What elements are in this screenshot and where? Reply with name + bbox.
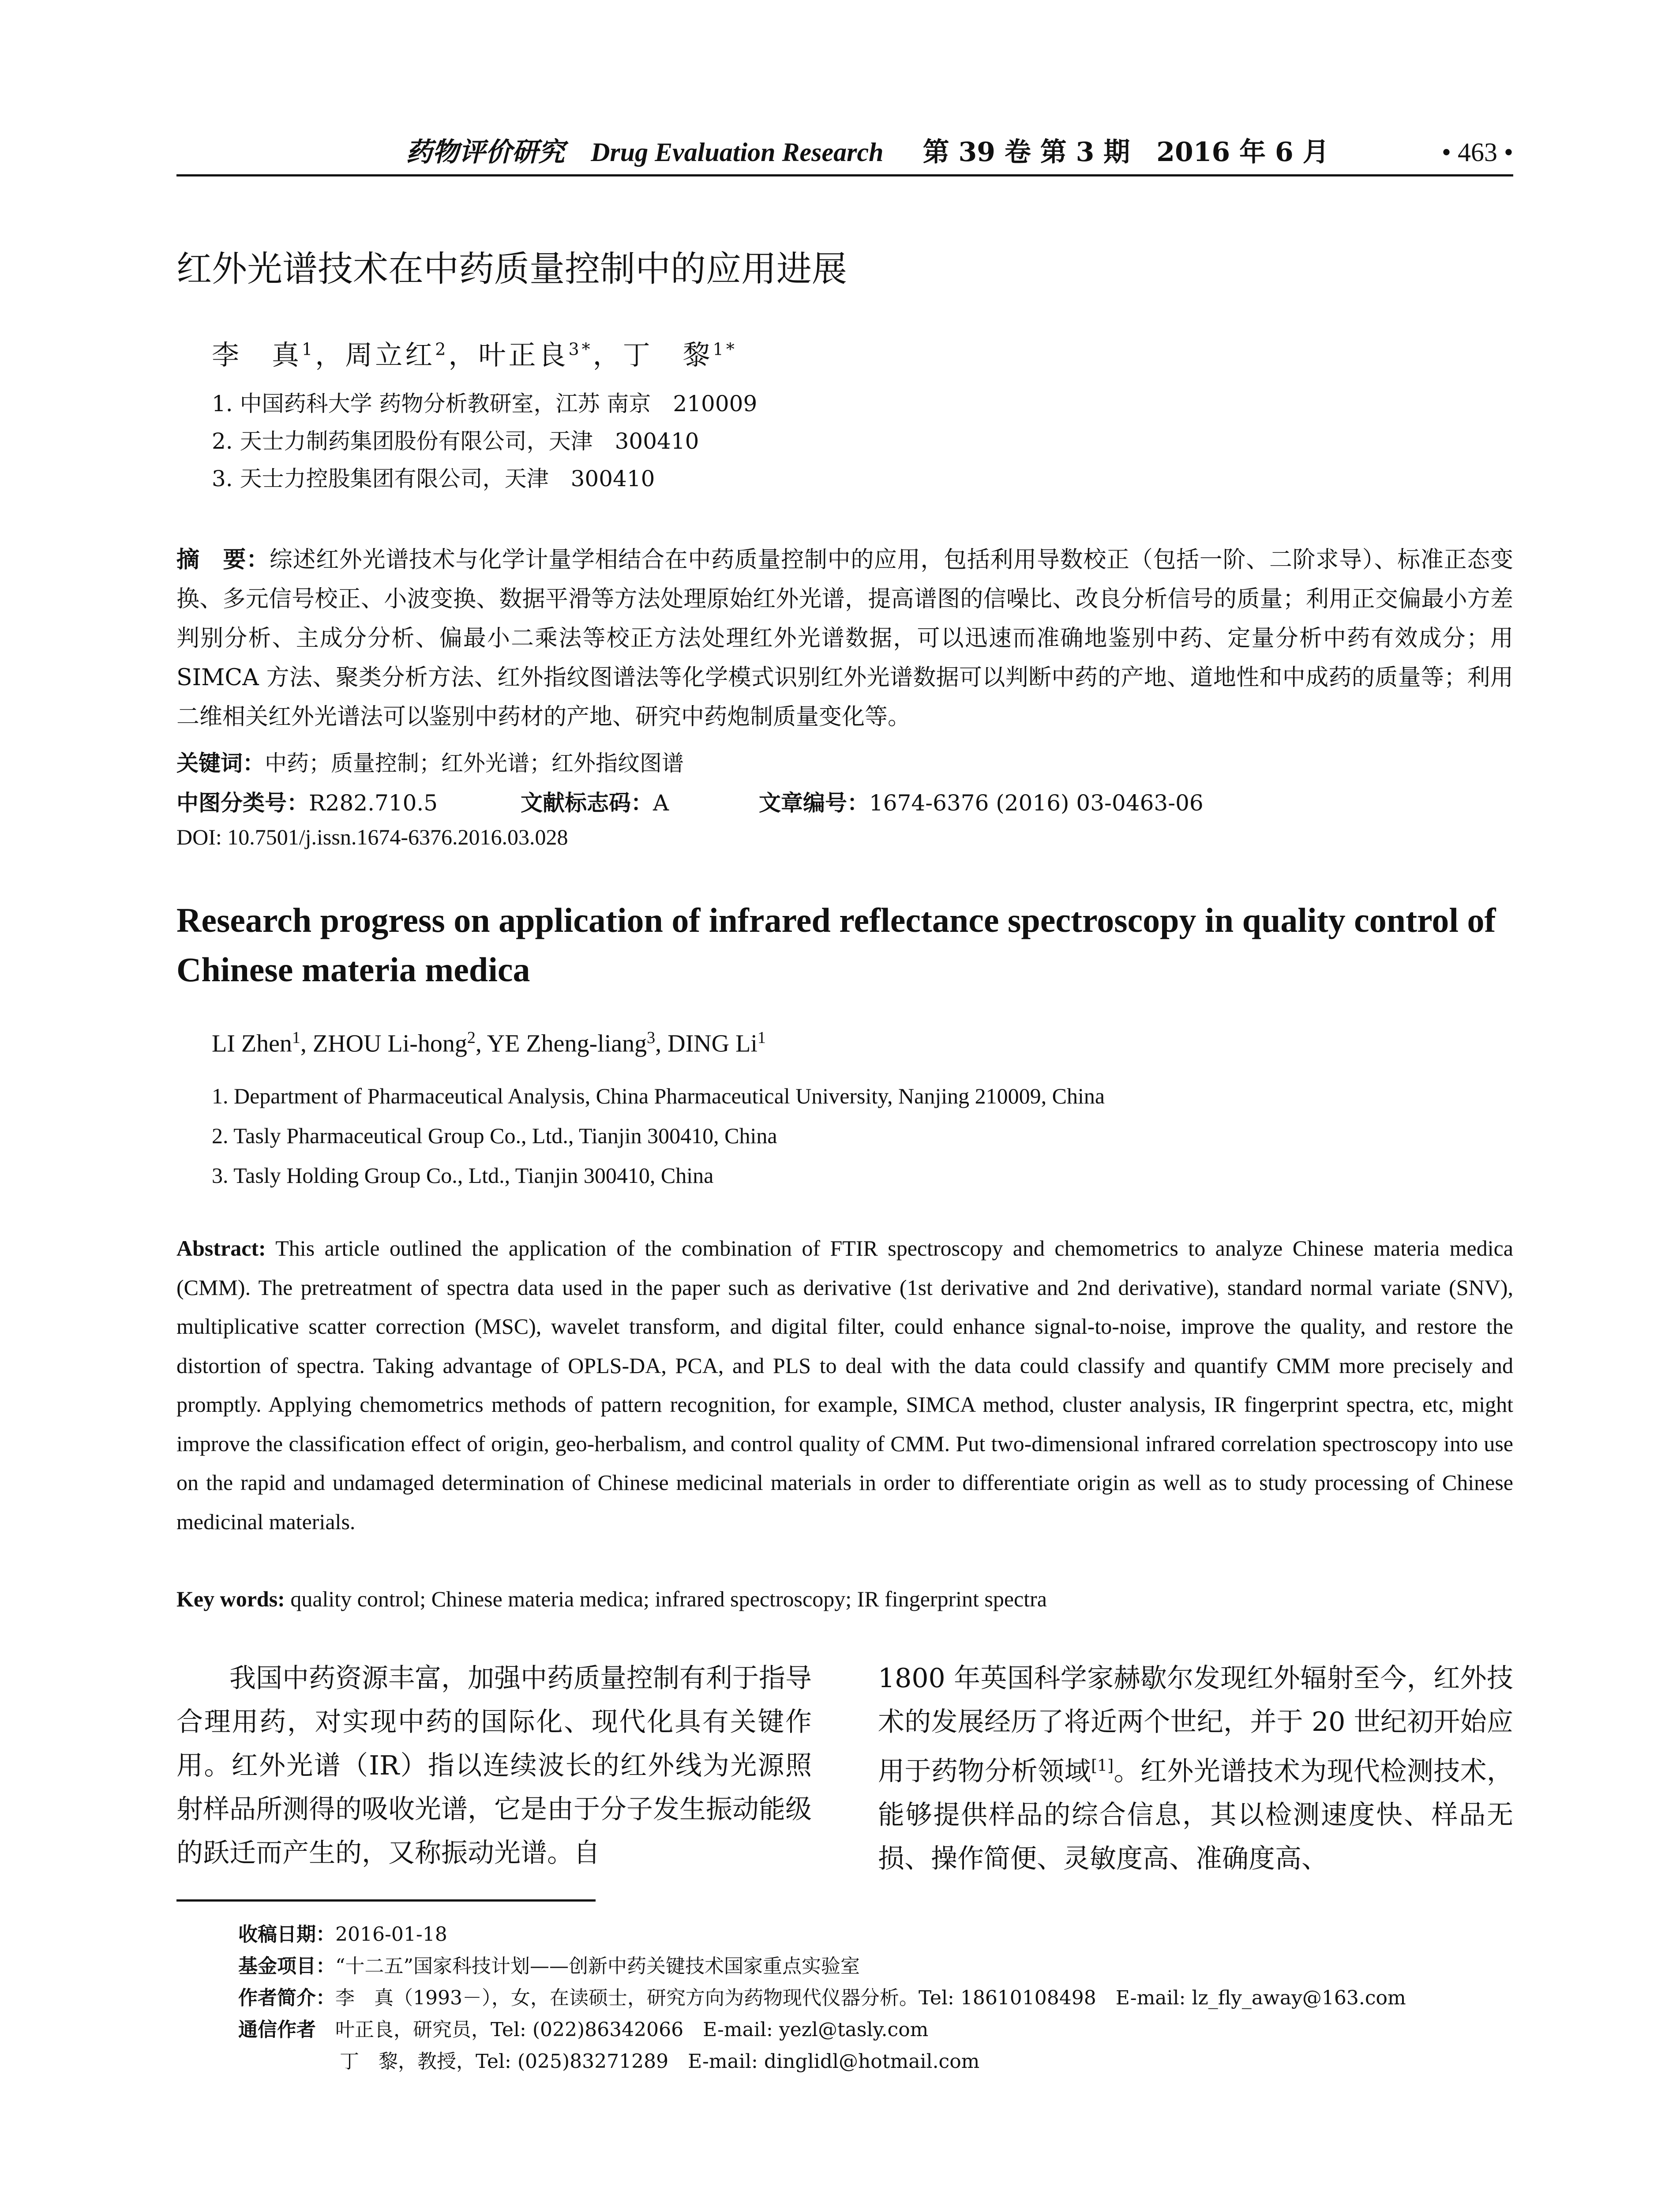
author-en: YE Zheng-liang [487,1030,647,1058]
journal-info [406,135,1329,170]
issue-info: 第 39 卷 第 3 期 2016 年 6 月 [922,137,1329,168]
author-en: LI Zhen [212,1030,292,1058]
page-number: • 463 • [1441,138,1513,167]
affiliation-cn-1: 1. 中国药科大学 药物分析教研室，江苏 南京 210009 [212,391,758,416]
abstract-cn-label: 摘 要： [176,547,270,573]
author-cn: 周立红 [345,339,435,371]
keywords-en-text: quality control; Chinese materia medica; infrared spectroscopy; IR fingerprint spectra [290,1587,1047,1611]
article-number [759,785,1204,817]
author-sup: 2 [435,339,449,359]
author-cn: 李 真 [212,339,302,371]
author-sup: 1* [712,339,737,359]
author-en: ZHOU Li-hong [312,1030,467,1058]
title-cn: 红外光谱技术在中药质量控制中的应用进展 [176,248,847,289]
abstract-cn-text: 综述红外光谱技术与化学计量学相结合在中药质量控制中的应用，包括利用导数校正（包括一阶、二阶求导）、标准正态变换、多元信号校正、小波变换、数据平滑等方法处理原始红外光谱，提高谱图的信噪比、改良分析信号的质量；利用正交偏最小方差判别分析、主成分分析、偏最小二乘法等校正方法处理红外光谱数据，可以迅速而准确地鉴别中药、定量分析中药有效成分；用 SIMCA 方法、聚类分析方法、红外指纹图谱法等化学模式识别红外光谱数据可以判断中药的产地、道地性和中成药的质量等；利用二维相关红外光谱法可以鉴别中药材的产地、研究中药炮制质量变化等。 [176,547,1513,730]
article-number-label: 文章编号： [759,790,869,816]
author-cn: 叶正良 [478,339,569,371]
body-right-text-2: 。红外光谱技术为现代检测技术，能够提供样品的综合信息，其以检测速度快、样品无损、操作简便、灵敏度高、准确度高、 [878,1756,1514,1874]
corresponding-1: 叶正良，研究员，Tel: (022)86342066 E-mail: yezl@tasly.com [335,2018,929,2041]
footnote-corresponding-2: 丁 黎，教授，Tel: (025)83271289 E-mail: dinglidl@hotmail.com [340,2050,980,2073]
keywords-en-label: Key words: [176,1587,285,1611]
author-sup: 1 [302,339,315,359]
body-right-text-1: 1800 年英国科学家赫歇尔发现红外辐射至今，红外技术的发展经历了将近两个世纪，并于 20 世纪初开始应用于药物分析领域 [878,1663,1513,1787]
keywords-cn [176,746,684,777]
journal-name-en: Drug Evaluation Research [591,138,884,167]
affiliation-en-2: 2. Tasly Pharmaceutical Group Co., Ltd., Tianjin 300410, China [212,1123,777,1148]
affiliation-en-3: 3. Tasly Holding Group Co., Ltd., Tianjin 300410, China [212,1163,714,1188]
abstract-en [176,1229,1513,1541]
affiliation-cn-2: 2. 天士力制药集团股份有限公司，天津 300410 [212,428,699,454]
abstract-en-text: This article outlined the application of the combination of FTIR spectroscopy and chemometrics to analyze Chinese materia medica (CMM). The pretreatment of spectra data used in the paper such as derivative (1st derivative and 2nd derivative), standard normal variate (SNV), multiplicative scatter correction (MSC), wavelet transform, and digital filter, could enhance signal-to-noise, improve the quality, and restore the distortion of spectra. Taking advantage of OPLS-DA, PCA, and PLS to deal with the data could classify and quantify CMM more precisely and promptly. Applying chemometrics methods of pattern recognition, for example, SIMCA method, cluster analysis, IR fingerprint spectra, etc, might improve the classification effect of origin, geo-herbalism, and control quality of CMM. Put two-dimensional infrared correlation spectroscopy into use on the rapid and undamaged determination of Chinese medicinal materials in order to differentiate origin as well as to study processing of Chinese medicinal materials. [176,1236,1513,1534]
abstract-cn [176,540,1513,737]
body-column-right [878,1657,1513,1881]
journal-logo-cn: 药物评价研究 [406,137,565,168]
header-rule [176,174,1513,176]
affiliation-cn-3: 3. 天士力控股集团有限公司，天津 300410 [212,466,655,491]
author-bio-label: 作者简介： [238,1987,335,2009]
doc-code-value: A [653,790,669,816]
footnote-fund [238,1950,860,1978]
fund-text: “十二五”国家科技计划——创新中药关键技术国家重点实验室 [335,1955,860,1977]
clc-value: R282.710.5 [309,790,438,816]
article-number-value: 1674-6376 (2016) 03-0463-06 [869,790,1204,816]
author-sup: 2 [467,1028,476,1047]
body-column-left: 我国中药资源丰富，加强中药质量控制有利于指导合理用药，对实现中药的国际化、现代化具有关键作用。红外光谱（IR）指以连续波长的红外线为光源照射样品所测得的吸收光谱，它是由于分子发生振动能级的跃迁而产生的，又称振动光谱。自 [176,1663,812,1868]
keywords-cn-label: 关键词： [176,750,265,776]
author-sup: 1 [292,1028,300,1047]
received-label: 收稿日期： [238,1923,335,1946]
footnote-author [238,1982,1406,2010]
authors-en: LI Zhen$^1$, ZHOU Li-hong$^2$, YE Zheng-liang$^3$, DING Li$^1$ [212,1028,766,1058]
author-sup: 3* [568,339,593,359]
keywords-cn-text: 中药；质量控制；红外光谱；红外指纹图谱 [265,750,684,776]
footnote-rule [176,1899,596,1902]
running-header [176,135,1513,170]
clc-number [176,785,438,817]
fund-label: 基金项目： [238,1955,335,1977]
doc-code-label: 文献标志码： [521,790,653,816]
footnote-received [238,1918,447,1947]
author-cn: 丁 黎 [622,339,713,371]
author-sup: 1 [757,1028,766,1047]
footnote-corresponding [238,2014,928,2042]
author-bio-text: 李 真（1993－），女，在读硕士，研究方向为药物现代仪器分析。Tel: 18610108498 E-mail: lz_fly_away@163.com [335,1987,1406,2009]
doi: DOI: 10.7501/j.issn.1674-6376.2016.03.028 [176,825,568,849]
reference-marker: [1] [1091,1757,1114,1775]
affiliation-en-1: 1. Department of Pharmaceutical Analysis, China Pharmaceutical University, Nanjing 210009, China [212,1084,1105,1108]
authors-cn: 李 真$^1$，周立红$^2$，叶正良$^{3*}$，丁 黎$^{1*}$ [212,339,737,371]
corresponding-label: 通信作者 [238,2018,316,2041]
received-date: 2016-01-18 [335,1923,447,1946]
author-sup: 3 [647,1028,656,1047]
keywords-en [176,1586,1047,1612]
clc-label: 中图分类号： [176,790,309,816]
doc-code [521,785,669,817]
author-en: DING Li [668,1030,758,1058]
title-en: Research progress on application of infrared reflectance spectroscopy in quality control of Chinese materia medica [176,901,1496,989]
abstract-en-label: Abstract: [176,1236,266,1261]
